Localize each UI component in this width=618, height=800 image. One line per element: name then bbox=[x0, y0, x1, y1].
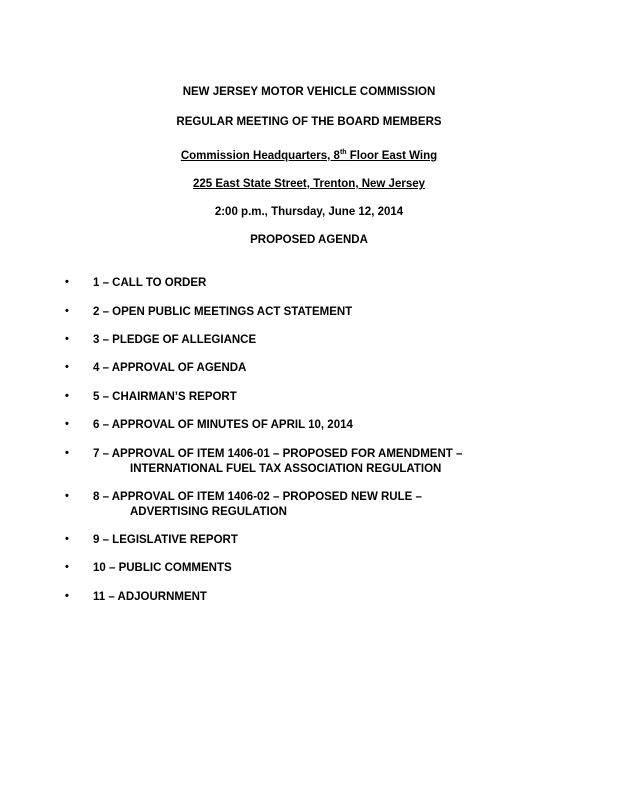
agenda-item-text: 2 – OPEN PUBLIC MEETINGS ACT STATEMENT bbox=[93, 306, 353, 318]
bullet-icon: • bbox=[65, 390, 69, 402]
location-line bbox=[0, 150, 618, 162]
bullet-icon: • bbox=[65, 561, 69, 573]
agency-heading: NEW JERSEY MOTOR VEHICLE COMMISSION bbox=[182, 86, 436, 98]
agenda-item-text: 9 – LEGISLATIVE REPORT bbox=[93, 534, 238, 546]
bullet-icon: • bbox=[65, 276, 69, 288]
agenda-item-text bbox=[93, 447, 462, 477]
bullet-icon: • bbox=[65, 447, 69, 459]
location-text-end: Floor East Wing bbox=[346, 150, 438, 162]
datetime-line: 2:00 p.m., Thursday, June 12, 2014 bbox=[214, 206, 404, 218]
agenda-item-line: 8 – APPROVAL OF ITEM 1406-02 – PROPOSED NEW RULE – bbox=[93, 491, 422, 503]
agenda-item-text: 3 – PLEDGE OF ALLEGIANCE bbox=[93, 334, 257, 346]
bullet-icon: • bbox=[65, 533, 69, 545]
agenda-item-text: 4 – APPROVAL OF AGENDA bbox=[93, 362, 247, 374]
location-superscript: th bbox=[339, 149, 347, 156]
agenda-item-line: 7 – APPROVAL OF ITEM 1406-01 – PROPOSED FOR AMENDMENT – bbox=[93, 448, 463, 460]
meeting-heading: REGULAR MEETING OF THE BOARD MEMBERS bbox=[176, 116, 442, 128]
agenda-item-text: 1 – CALL TO ORDER bbox=[93, 277, 207, 289]
bullet-icon: • bbox=[65, 305, 69, 317]
address-line: 225 East State Street, Trenton, New Jersey bbox=[192, 178, 426, 190]
bullet-icon: • bbox=[65, 490, 69, 502]
bullet-icon: • bbox=[65, 361, 69, 373]
agenda-item-text: 6 – APPROVAL OF MINUTES OF APRIL 10, 2014 bbox=[93, 419, 353, 431]
agenda-item-text: 5 – CHAIRMAN’S REPORT bbox=[93, 391, 237, 403]
location-text: Commission Headquarters, 8 bbox=[180, 150, 340, 162]
agenda-item-continuation: ADVERTISING REGULATION bbox=[130, 506, 287, 518]
agenda-item-text bbox=[93, 490, 422, 520]
agenda-item-text: 10 – PUBLIC COMMENTS bbox=[93, 562, 232, 574]
agenda-item-continuation: INTERNATIONAL FUEL TAX ASSOCIATION REGULATION bbox=[130, 463, 442, 475]
agenda-title: PROPOSED AGENDA bbox=[250, 234, 368, 246]
agenda-item-text: 11 – ADJOURNMENT bbox=[93, 591, 207, 603]
bullet-icon: • bbox=[65, 418, 69, 430]
bullet-icon: • bbox=[65, 333, 69, 345]
bullet-icon: • bbox=[65, 590, 69, 602]
